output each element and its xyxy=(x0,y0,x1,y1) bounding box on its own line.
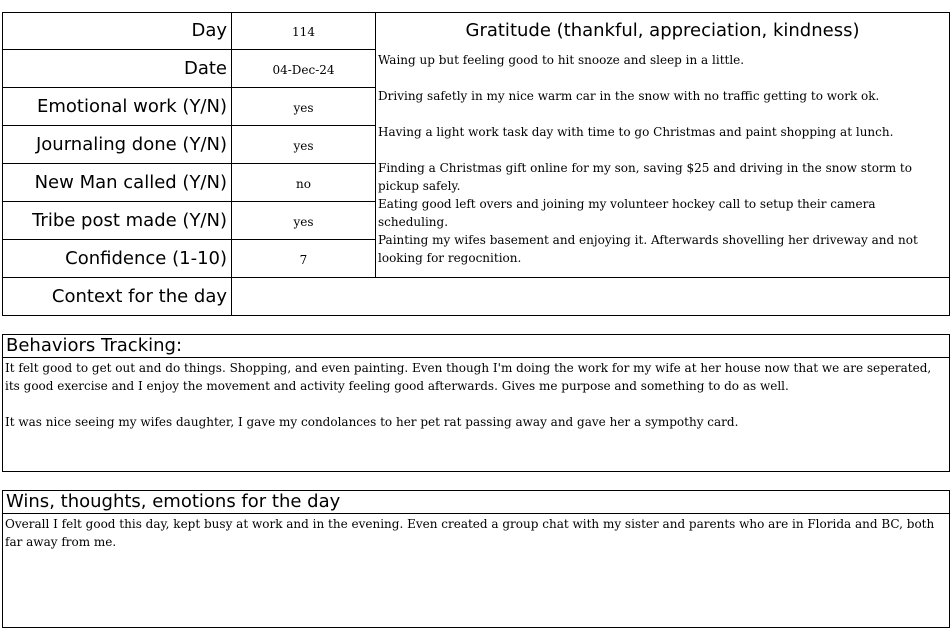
gratitude-title: Gratitude (thankful, appreciation, kindness) xyxy=(465,20,860,41)
label-day: Day xyxy=(191,20,227,41)
behaviors-text[interactable] xyxy=(5,359,945,431)
label-context-for-the-day: Context for the day xyxy=(51,286,227,307)
behaviors-title: Behaviors Tracking: xyxy=(6,335,183,356)
gratitude-item[interactable]: Eating good left overs and joining my volunteer hockey call to setup their camera scheduling. xyxy=(378,197,876,229)
gratitude-item[interactable]: Waing up but feeling good to hit snooze and sleep in a little. xyxy=(378,53,745,67)
gratitude-item[interactable]: Finding a Christmas gift online for my son, saving $25 and driving in the snow storm to pickup safely. xyxy=(378,161,912,193)
behaviors-paragraph: It was nice seeing my wifes daughter, I gave my condolances to her pet rat passing away and gave her a sympothy card. xyxy=(5,415,739,429)
value-journaling-done[interactable]: yes xyxy=(293,139,314,153)
label-date: Date xyxy=(183,58,227,79)
gratitude-item[interactable]: Painting my wifes basement and enjoying it. Afterwards shovelling her driveway and not looking for regocnition. xyxy=(378,233,918,265)
behaviors-paragraph: It felt good to get out and do things. Shopping, and even painting. Even though I'm doing the work for my wife at her house now that we are seperated, its good exercise and I enjoy the movement and activity feeling good afterwards. Gives me purpose and something to do as well. xyxy=(5,361,932,393)
wins-title: Wins, thoughts, emotions for the day xyxy=(6,491,341,512)
wins-paragraph: Overall I felt good this day, kept busy at work and in the evening. Even created a group chat with my sister and parents who are in Florida and BC, both far away from me. xyxy=(5,517,935,549)
value-new-man-called[interactable]: no xyxy=(296,177,311,191)
value-tribe-post-made[interactable]: yes xyxy=(293,215,314,229)
label-tribe-post-made: Tribe post made (Y/N) xyxy=(32,210,227,231)
value-day[interactable]: 114 xyxy=(292,25,315,39)
value-confidence[interactable]: 7 xyxy=(299,253,308,267)
label-new-man-called: New Man called (Y/N) xyxy=(34,172,227,193)
gratitude-item[interactable]: Having a light work task day with time to go Christmas and paint shopping at lunch. xyxy=(378,125,894,139)
value-emotional-work[interactable]: yes xyxy=(293,101,314,115)
wins-text[interactable] xyxy=(5,515,945,551)
gratitude-item[interactable]: Driving safetly in my nice warm car in the snow with no traffic getting to work ok. xyxy=(378,89,880,103)
label-journaling-done: Journaling done (Y/N) xyxy=(35,134,227,155)
value-date[interactable]: 04-Dec-24 xyxy=(272,63,335,77)
label-emotional-work: Emotional work (Y/N) xyxy=(36,96,227,117)
label-confidence: Confidence (1-10) xyxy=(65,248,227,269)
